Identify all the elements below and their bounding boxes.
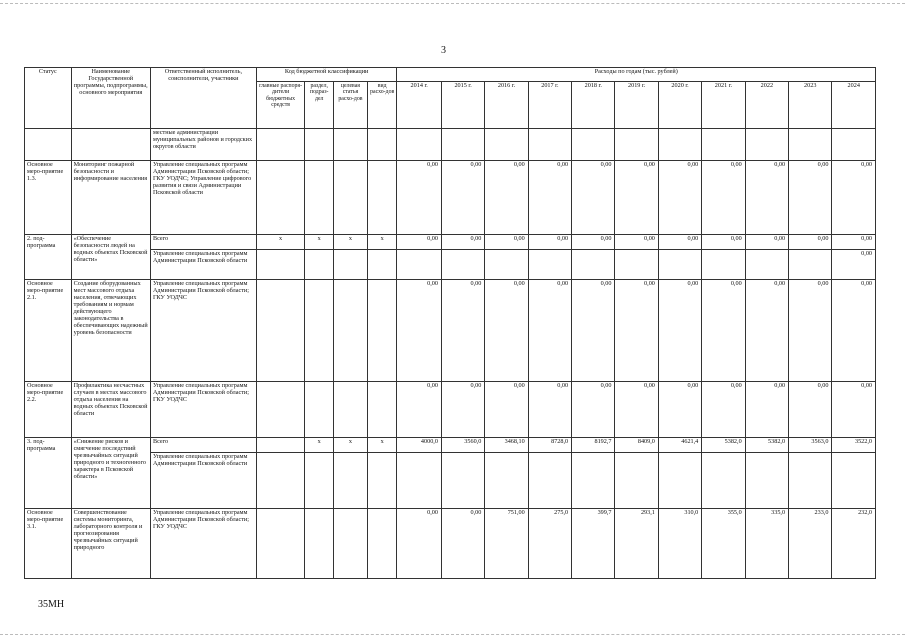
- cell-value: 0,00: [485, 235, 528, 250]
- cell-value: [397, 250, 441, 280]
- cell-value: 0,00: [615, 280, 658, 382]
- table-row: [25, 453, 876, 509]
- table-row: [25, 250, 876, 280]
- cell-code: х: [367, 235, 397, 250]
- cell-code: х: [367, 438, 397, 453]
- cell-value: 8728,0: [528, 438, 571, 453]
- cell-value: [397, 453, 441, 509]
- cell-value: 399,7: [572, 509, 615, 579]
- cell-code: [334, 129, 368, 161]
- cell-value: 0,00: [702, 235, 745, 250]
- cell-value: 0,00: [702, 382, 745, 438]
- cell-value: 293,1: [615, 509, 658, 579]
- cell-value: 0,00: [832, 382, 876, 438]
- cell-value: [397, 129, 441, 161]
- cell-value: 0,00: [745, 161, 788, 235]
- cell-value: 0,00: [658, 161, 701, 235]
- header-name: Наименование Государственной программы, подпрограммы, основного мероприятия: [71, 68, 150, 129]
- cell-value: 0,00: [658, 382, 701, 438]
- header-status: Статус: [25, 68, 72, 129]
- budget-table: [24, 67, 876, 579]
- cell-value: 0,00: [572, 280, 615, 382]
- header-year: 2016 г.: [485, 82, 528, 129]
- cell-value: [615, 250, 658, 280]
- header-budget-code: Код бюджетной классификации: [256, 68, 397, 82]
- cell-value: [485, 453, 528, 509]
- cell-value: 0,00: [441, 161, 484, 235]
- cell-value: 275,0: [528, 509, 571, 579]
- cell-code: [256, 280, 305, 382]
- cell-responsible: Всего: [150, 235, 256, 250]
- cell-value: 233,0: [789, 509, 832, 579]
- cell-value: 4621,4: [658, 438, 701, 453]
- cell-status: 2. под-программа: [25, 235, 72, 280]
- cell-value: 0,00: [832, 161, 876, 235]
- cell-value: 0,00: [745, 280, 788, 382]
- cell-code: [256, 509, 305, 579]
- cell-value: 0,00: [397, 161, 441, 235]
- cell-value: 3560,0: [441, 438, 484, 453]
- header-code-col: раздел, подраз-дел: [305, 82, 334, 129]
- cell-status: Основное меро-приятие 2.2.: [25, 382, 72, 438]
- cell-code: [256, 438, 305, 453]
- cell-value: 0,00: [572, 161, 615, 235]
- cell-responsible: Управление специальных программ Администрации Псковской области; ГКУ УОДЧС: [150, 382, 256, 438]
- cell-value: [441, 453, 484, 509]
- header-responsible: Ответственный исполнитель, соисполнители, участники: [150, 68, 256, 129]
- cell-code: [334, 509, 368, 579]
- header-code-col: вид расхо-дов: [367, 82, 397, 129]
- cell-code: [334, 382, 368, 438]
- cell-value: [528, 453, 571, 509]
- cell-code: [256, 129, 305, 161]
- cell-code: [367, 453, 397, 509]
- cell-value: 0,00: [615, 161, 658, 235]
- cell-responsible: Управление специальных программ Администрации Псковской области: [150, 250, 256, 280]
- cell-code: [256, 453, 305, 509]
- cell-value: 0,00: [789, 161, 832, 235]
- cell-value: 232,0: [832, 509, 876, 579]
- cell-code: [305, 382, 334, 438]
- cell-value: [572, 129, 615, 161]
- cell-code: [334, 280, 368, 382]
- cell-name: Совершенствование системы мониторинга, лабораторного контроля и прогнозирования чрезвычайных ситуаций природного: [71, 509, 150, 579]
- table-row: [25, 161, 876, 235]
- cell-value: 0,00: [572, 382, 615, 438]
- cell-code: [367, 250, 397, 280]
- cell-responsible: Управление специальных программ Администрации Псковской области; ГКУ УОДЧС: [150, 280, 256, 382]
- header-row-1: [25, 68, 876, 82]
- cell-code: [305, 161, 334, 235]
- cell-value: [528, 250, 571, 280]
- cell-code: х: [334, 235, 368, 250]
- cell-value: [441, 250, 484, 280]
- cell-value: 0,00: [441, 509, 484, 579]
- header-year: 2024: [832, 82, 876, 129]
- scan-top-edge: [0, 3, 905, 4]
- cell-value: 0,00: [745, 382, 788, 438]
- cell-code: [367, 129, 397, 161]
- cell-code: х: [334, 438, 368, 453]
- cell-responsible: Управление специальных программ Администрации Псковской области; ГКУ УОДЧС: [150, 509, 256, 579]
- cell-value: 0,00: [528, 280, 571, 382]
- cell-value: 0,00: [832, 235, 876, 250]
- cell-value: 0,00: [397, 509, 441, 579]
- header-year: 2018 г.: [572, 82, 615, 129]
- cell-responsible: Всего: [150, 438, 256, 453]
- cell-name: «Снижение рисков и смягчение последствий чрезвычайных ситуаций природного и техногенного характера в Псковской области»: [71, 438, 150, 509]
- cell-responsible: Управление специальных программ Администрации Псковской области: [150, 453, 256, 509]
- cell-code: [305, 453, 334, 509]
- cell-name: [71, 129, 150, 161]
- cell-value: 0,00: [658, 235, 701, 250]
- cell-value: 0,00: [702, 280, 745, 382]
- header-year: 2017 г.: [528, 82, 571, 129]
- cell-value: 0,00: [789, 382, 832, 438]
- cell-value: 4000,0: [397, 438, 441, 453]
- cell-value: 0,00: [789, 235, 832, 250]
- cell-value: [572, 250, 615, 280]
- header-expenses: Расходы по годам (тыс. рублей): [397, 68, 876, 82]
- header-code-col: главные распоря-дители бюджетных средств: [256, 82, 305, 129]
- cell-value: 335,0: [745, 509, 788, 579]
- cell-value: 5382,0: [745, 438, 788, 453]
- cell-value: 0,00: [441, 235, 484, 250]
- cell-value: 0,00: [485, 161, 528, 235]
- header-year: 2020 г.: [658, 82, 701, 129]
- cell-code: [305, 250, 334, 280]
- cell-value: 355,0: [702, 509, 745, 579]
- cell-code: [367, 280, 397, 382]
- cell-code: [334, 453, 368, 509]
- cell-value: [745, 250, 788, 280]
- cell-value: 8192,7: [572, 438, 615, 453]
- cell-value: [485, 129, 528, 161]
- cell-value: 8409,0: [615, 438, 658, 453]
- cell-value: [832, 453, 876, 509]
- page-number: 3: [441, 45, 446, 56]
- cell-name: Мониторинг пожарной безопасности и информирование населения: [71, 161, 150, 235]
- cell-value: 0,00: [485, 382, 528, 438]
- header-year: 2015 г.: [441, 82, 484, 129]
- cell-value: 310,0: [658, 509, 701, 579]
- cell-value: 751,00: [485, 509, 528, 579]
- cell-value: 0,00: [745, 235, 788, 250]
- cell-status: [25, 129, 72, 161]
- cell-code: [367, 382, 397, 438]
- cell-value: [615, 453, 658, 509]
- cell-value: 0,00: [832, 250, 876, 280]
- cell-status: Основное меро-приятие 1.3.: [25, 161, 72, 235]
- cell-value: [745, 453, 788, 509]
- cell-value: 0,00: [485, 280, 528, 382]
- header-year: 2019 г.: [615, 82, 658, 129]
- cell-code: [305, 509, 334, 579]
- table-row: [25, 129, 876, 161]
- cell-code: х: [256, 235, 305, 250]
- cell-value: 0,00: [789, 280, 832, 382]
- cell-value: 0,00: [832, 280, 876, 382]
- scan-bottom-edge: [0, 634, 905, 635]
- footer-code: 35МН: [38, 599, 65, 610]
- cell-responsible: местные администрации муниципальных районов и городских округов области: [150, 129, 256, 161]
- cell-value: 0,00: [397, 382, 441, 438]
- cell-value: 3563,0: [789, 438, 832, 453]
- cell-status: 3. под-программа: [25, 438, 72, 509]
- table-row: [25, 280, 876, 382]
- cell-value: 0,00: [397, 235, 441, 250]
- cell-code: [256, 250, 305, 280]
- cell-value: 0,00: [702, 161, 745, 235]
- cell-value: [528, 129, 571, 161]
- header-year: 2023: [789, 82, 832, 129]
- cell-code: [256, 161, 305, 235]
- cell-value: 0,00: [615, 235, 658, 250]
- header-year: 2022: [745, 82, 788, 129]
- cell-value: [658, 250, 701, 280]
- cell-value: 0,00: [528, 235, 571, 250]
- cell-name: Профилактика несчастных случаев в местах массового отдыха населения на водных объектах Псковской области: [71, 382, 150, 438]
- cell-value: [615, 129, 658, 161]
- cell-status: Основное меро-приятие 3.1.: [25, 509, 72, 579]
- cell-code: [367, 161, 397, 235]
- cell-value: 5382,0: [702, 438, 745, 453]
- cell-value: 0,00: [615, 382, 658, 438]
- table-row: [25, 382, 876, 438]
- cell-value: [441, 129, 484, 161]
- cell-value: [658, 453, 701, 509]
- cell-value: [745, 129, 788, 161]
- cell-value: 0,00: [528, 161, 571, 235]
- cell-status: Основное меро-приятие 2.1.: [25, 280, 72, 382]
- cell-code: [256, 382, 305, 438]
- cell-value: [702, 250, 745, 280]
- cell-value: 0,00: [441, 280, 484, 382]
- cell-value: [658, 129, 701, 161]
- cell-value: 0,00: [397, 280, 441, 382]
- cell-value: [789, 129, 832, 161]
- header-year: 2021 г.: [702, 82, 745, 129]
- cell-code: [305, 280, 334, 382]
- cell-name: Создание оборудованных мест массового отдыха населения, отвечающих требованиям и нормам действующего законодательства в обеспечивающих надежный уровень безопасности: [71, 280, 150, 382]
- cell-value: [572, 453, 615, 509]
- cell-value: 0,00: [528, 382, 571, 438]
- cell-code: [305, 129, 334, 161]
- table-row: [25, 235, 876, 250]
- cell-value: [789, 250, 832, 280]
- table-row: [25, 509, 876, 579]
- cell-value: [789, 453, 832, 509]
- cell-code: [367, 509, 397, 579]
- header-year: 2014 г.: [397, 82, 441, 129]
- cell-value: 0,00: [658, 280, 701, 382]
- cell-value: [832, 129, 876, 161]
- cell-value: [702, 453, 745, 509]
- cell-code: [334, 250, 368, 280]
- cell-value: [485, 250, 528, 280]
- cell-code: [334, 161, 368, 235]
- cell-code: х: [305, 235, 334, 250]
- header-code-col: целевая статья расхо-дов: [334, 82, 368, 129]
- cell-name: «Обеспечение безопасности людей на водных объектах Псковской области»: [71, 235, 150, 280]
- cell-responsible: Управление специальных программ Администрации Псковской области; ГКУ УОДЧС; Управление цифрового развития и связи Администрации Псковской области: [150, 161, 256, 235]
- cell-value: 0,00: [572, 235, 615, 250]
- cell-value: 0,00: [441, 382, 484, 438]
- cell-value: 3522,0: [832, 438, 876, 453]
- cell-code: х: [305, 438, 334, 453]
- cell-value: [702, 129, 745, 161]
- cell-value: 3468,10: [485, 438, 528, 453]
- table-row: [25, 438, 876, 453]
